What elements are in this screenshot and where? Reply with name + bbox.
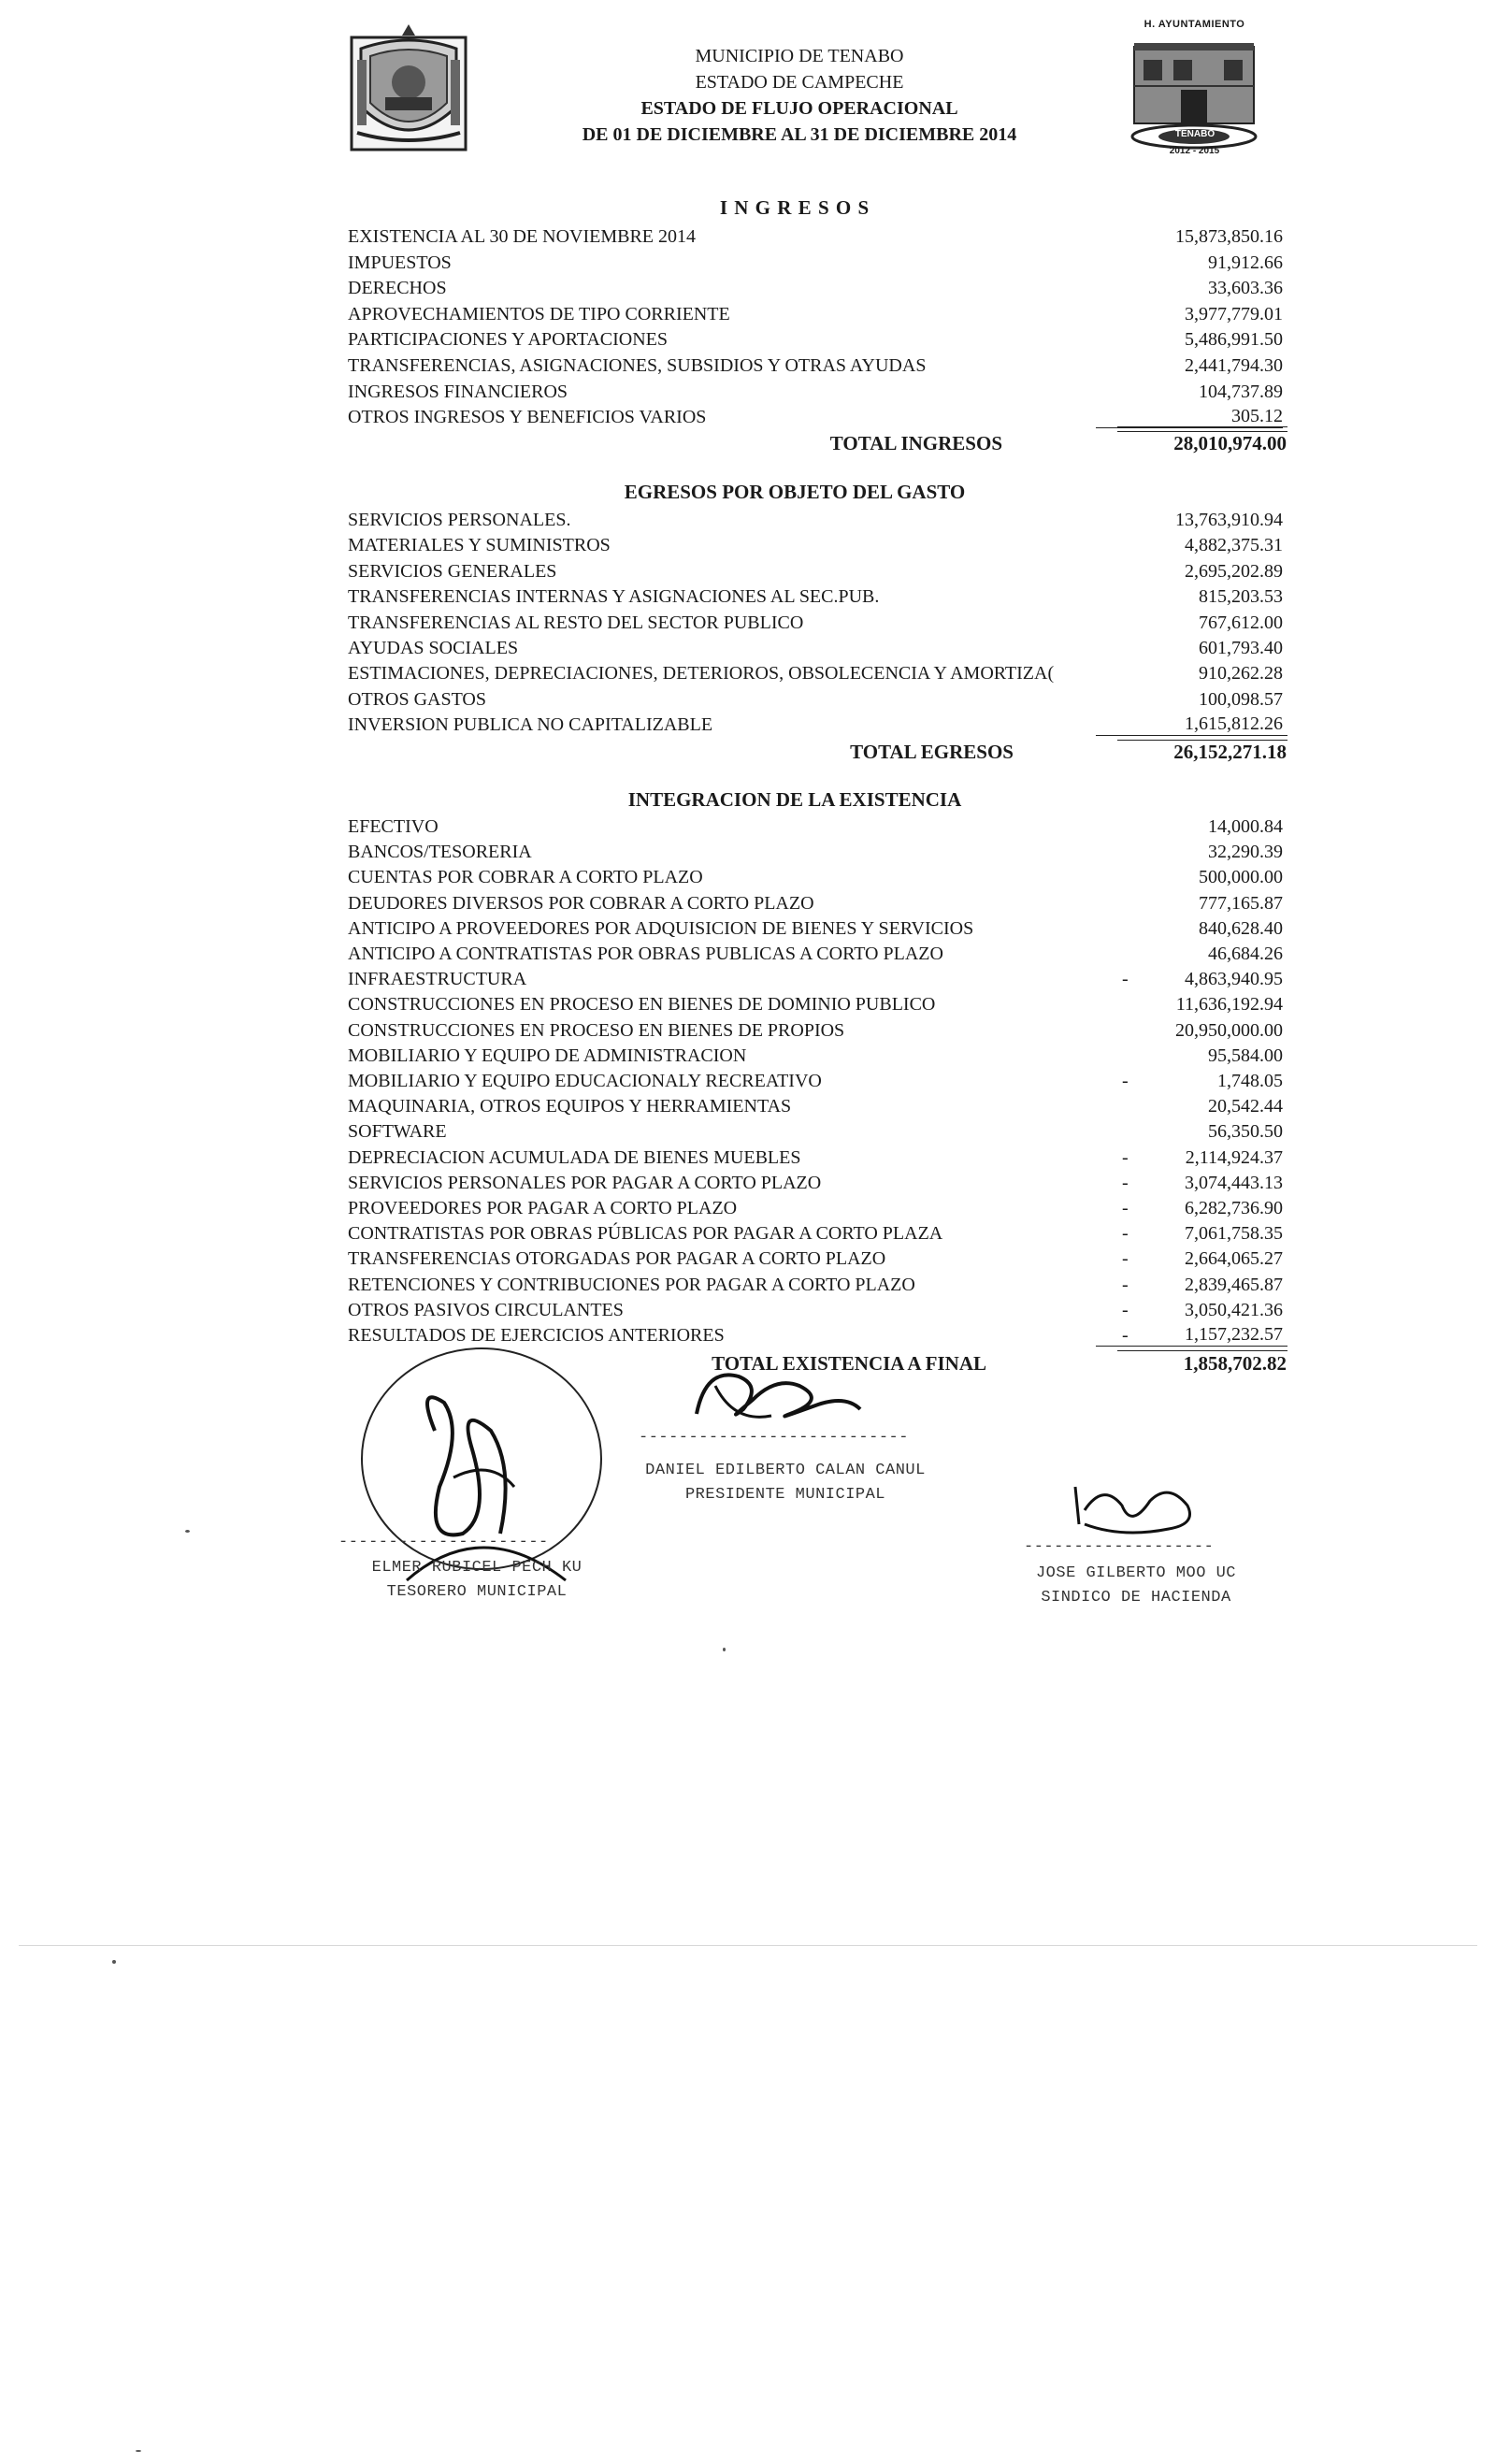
egresos-row-label: TRANSFERENCIAS INTERNAS Y ASIGNACIONES AL SEC.PUB.: [348, 586, 880, 608]
integracion-row-value: 14,000.84: [1208, 816, 1283, 837]
integracion-row-value: 46,684.26: [1208, 944, 1283, 964]
integracion-row-label: BANCOS/TESORERIA: [348, 842, 532, 863]
integracion-row-label: EFECTIVO: [348, 816, 439, 837]
presidente-name: DANIEL EDILBERTO CALAN CANUL: [645, 1462, 926, 1479]
ingresos-row-value: 5,486,991.50: [1185, 329, 1283, 351]
integracion-row-label: OTROS PASIVOS CIRCULANTES: [348, 1299, 624, 1320]
ingresos-row-label: DERECHOS: [348, 278, 447, 299]
tesorero-name: ELMER RUBICEL PECH KU: [371, 1559, 583, 1577]
egresos-row-value: 1,615,812.26: [1096, 713, 1283, 736]
integracion-row: [348, 840, 1283, 865]
integracion-row-label: CONSTRUCCIONES EN PROCESO EN BIENES DE DOMINIO PUBLICO: [348, 994, 936, 1016]
integracion-row: [348, 992, 1283, 1017]
egresos-row-label: MATERIALES Y SUMINISTROS: [348, 535, 611, 556]
integracion-row: [348, 1018, 1283, 1044]
integracion-row-value: 20,950,000.00: [1175, 1019, 1283, 1041]
egresos-row: [348, 687, 1283, 713]
state-name: ESTADO DE CAMPECHE: [695, 72, 904, 93]
egresos-row-value: 767,612.00: [1199, 612, 1283, 633]
integracion-row: [348, 1221, 1283, 1246]
integracion-row-label: DEPRECIACION ACUMULADA DE BIENES MUEBLES: [348, 1146, 801, 1168]
egresos-total-value: 26,152,271.18: [1173, 741, 1287, 763]
integracion-row: [348, 1171, 1283, 1196]
integracion-row-sign: -: [1122, 969, 1129, 990]
egresos-row-value: 815,203.53: [1199, 586, 1283, 608]
egresos-row-label: INVERSION PUBLICA NO CAPITALIZABLE: [348, 714, 713, 736]
integracion-row-value: 11,636,192.94: [1175, 994, 1283, 1016]
integracion-row-sign: -: [1122, 1146, 1129, 1168]
integracion-row: [348, 1146, 1283, 1171]
ingresos-row-value: 2,441,794.30: [1185, 355, 1283, 376]
egresos-total-row: [640, 738, 1287, 766]
egresos-row: [348, 611, 1283, 636]
integracion-row-value: 20,542.44: [1208, 1096, 1283, 1117]
integracion-row: [348, 967, 1283, 992]
seal-name: TENABO: [1174, 129, 1216, 139]
scan-speck: [185, 1530, 190, 1533]
integracion-total-value: 1,858,702.82: [1183, 1352, 1287, 1375]
ingresos-row-value: 104,737.89: [1199, 381, 1283, 402]
scan-edge-line: [19, 1945, 1477, 1946]
integracion-row-value: 95,584.00: [1208, 1045, 1283, 1066]
integracion-row-value: 1,157,232.57: [1096, 1323, 1283, 1347]
integracion-row: [348, 1069, 1283, 1094]
integracion-row: [348, 1273, 1283, 1298]
integracion-row-label: SOFTWARE: [348, 1121, 447, 1143]
integracion-row: [348, 865, 1283, 890]
egresos-row: [348, 533, 1283, 558]
sindico-title: SINDICO DE HACIENDA: [1041, 1589, 1231, 1607]
ingresos-row: [348, 276, 1283, 301]
presidente-title: PRESIDENTE MUNICIPAL: [684, 1486, 886, 1504]
egresos-title: EGRESOS POR OBJETO DEL GASTO: [624, 481, 966, 503]
ingresos-row-value: 33,603.36: [1208, 278, 1283, 299]
integracion-row-value: 56,350.50: [1208, 1121, 1283, 1143]
integracion-row-label: MOBILIARIO Y EQUIPO EDUCACIONALY RECREATIVO: [348, 1071, 822, 1091]
integracion-row-label: MOBILIARIO Y EQUIPO DE ADMINISTRACION: [348, 1045, 747, 1066]
ingresos-row-label: APROVECHAMIENTOS DE TIPO CORRIENTE: [348, 303, 730, 324]
integracion-row-value: 500,000.00: [1199, 867, 1283, 888]
integracion-row-label: RETENCIONES Y CONTRIBUCIONES POR PAGAR A CORTO PLAZO: [348, 1274, 915, 1295]
integracion-row-label: MAQUINARIA, OTROS EQUIPOS Y HERRAMIENTAS: [348, 1096, 792, 1117]
integracion-row-sign: -: [1122, 1274, 1129, 1295]
egresos-row-value: 100,098.57: [1199, 688, 1283, 710]
ingresos-row-label: IMPUESTOS: [348, 252, 452, 273]
integracion-row-value: 6,282,736.90: [1185, 1198, 1283, 1218]
report-period: DE 01 DE DICIEMBRE AL 31 DE DICIEMBRE 2014: [582, 124, 1017, 145]
municipality-name: MUNICIPIO DE TENABO: [695, 46, 904, 66]
integracion-row-label: TRANSFERENCIAS OTORGADAS POR PAGAR A CORTO PLAZO: [348, 1248, 886, 1270]
ingresos-row-label: OTROS INGRESOS Y BENEFICIOS VARIOS: [348, 407, 707, 428]
ingresos-row: [348, 353, 1283, 379]
ingresos-row: [348, 251, 1283, 276]
integracion-row-label: CONTRATISTAS POR OBRAS PÚBLICAS POR PAGAR A CORTO PLAZA: [348, 1223, 943, 1245]
ingresos-row-value: 305.12: [1096, 405, 1283, 428]
integracion-row-value: 840,628.40: [1199, 917, 1283, 939]
ingresos-row-value: 3,977,779.01: [1185, 303, 1283, 324]
ingresos-row: [348, 327, 1283, 353]
egresos-row-label: ESTIMACIONES, DEPRECIACIONES, DETERIOROS, OBSOLECENCIA Y AMORTIZA(: [348, 663, 1055, 684]
integracion-row: [348, 891, 1283, 916]
sindico-name: JOSE GILBERTO MOO UC: [1035, 1564, 1237, 1582]
integracion-row-value: 3,074,443.13: [1185, 1172, 1283, 1193]
integracion-row: [348, 814, 1283, 840]
scan-speck: [723, 1648, 726, 1651]
egresos-row-value: 13,763,910.94: [1175, 510, 1283, 530]
egresos-row-value: 601,793.40: [1199, 638, 1283, 658]
integracion-row: [348, 1246, 1283, 1272]
ayuntamiento-seal-logo: [1127, 19, 1262, 159]
egresos-row-label: TRANSFERENCIAS AL RESTO DEL SECTOR PUBLICO: [348, 612, 804, 633]
egresos-row: [348, 508, 1283, 533]
integracion-row-value: 2,839,465.87: [1185, 1274, 1283, 1295]
integracion-total-label: TOTAL EXISTENCIA A FINAL: [712, 1352, 986, 1375]
ingresos-row-value: 91,912.66: [1208, 252, 1283, 273]
integracion-row-label: CUENTAS POR COBRAR A CORTO PLAZO: [348, 867, 703, 888]
egresos-row: [348, 661, 1283, 686]
presidente-signature-line: ---------------------------: [639, 1429, 909, 1447]
integracion-row-value: 2,114,924.37: [1185, 1146, 1283, 1168]
integracion-row: [348, 1119, 1283, 1145]
egresos-row-value: 2,695,202.89: [1185, 560, 1283, 582]
ingresos-title: I N G R E S O S: [719, 196, 870, 219]
integracion-row-value: 4,863,940.95: [1185, 969, 1283, 990]
integracion-row-sign: -: [1122, 1223, 1129, 1245]
scan-speck: [136, 2450, 141, 2452]
integracion-row: [348, 942, 1283, 967]
presidente-signature-image: [687, 1358, 865, 1433]
egresos-row-label: SERVICIOS PERSONALES.: [348, 510, 571, 530]
sindico-signature-line: -------------------: [1024, 1538, 1215, 1556]
egresos-row: [348, 636, 1283, 661]
integracion-row-sign: -: [1122, 1071, 1129, 1091]
integracion-row-label: SERVICIOS PERSONALES POR PAGAR A CORTO PLAZO: [348, 1172, 822, 1193]
egresos-row-label: OTROS GASTOS: [348, 688, 486, 710]
integracion-row-label: PROVEEDORES POR PAGAR A CORTO PLAZO: [348, 1198, 738, 1218]
integracion-row-value: 7,061,758.35: [1185, 1223, 1283, 1245]
integracion-row-label: CONSTRUCCIONES EN PROCESO EN BIENES DE PROPIOS: [348, 1019, 845, 1041]
ingresos-total-value: 28,010,974.00: [1173, 432, 1287, 454]
integracion-row: [348, 1323, 1283, 1348]
ingresos-row-label: PARTICIPACIONES Y APORTACIONES: [348, 329, 668, 351]
egresos-row-value: 910,262.28: [1199, 663, 1283, 684]
integracion-row-value: 32,290.39: [1208, 842, 1283, 863]
tesorero-signature-line: ---------------------: [338, 1534, 549, 1551]
tesorero-signature-image: [351, 1347, 612, 1590]
integracion-row-label: ANTICIPO A PROVEEDORES POR ADQUISICION DE BIENES Y SERVICIOS: [348, 917, 974, 939]
report-title: ESTADO DE FLUJO OPERACIONAL: [640, 98, 958, 119]
scan-speck: [112, 1960, 116, 1964]
integracion-row-value: 2,664,065.27: [1185, 1248, 1283, 1270]
ingresos-row: [348, 380, 1283, 405]
integracion-row-label: RESULTADOS DE EJERCICIOS ANTERIORES: [348, 1325, 725, 1346]
egresos-row-value: 4,882,375.31: [1185, 535, 1283, 556]
ingresos-row-label: INGRESOS FINANCIEROS: [348, 381, 568, 402]
integracion-row-sign: -: [1122, 1325, 1129, 1346]
integracion-row: [348, 1298, 1283, 1323]
egresos-row-label: SERVICIOS GENERALES: [348, 560, 557, 582]
integracion-row-sign: -: [1122, 1172, 1129, 1193]
sindico-signature-image: [1066, 1477, 1206, 1543]
egresos-row: [348, 584, 1283, 610]
egresos-row-label: AYUDAS SOCIALES: [348, 638, 519, 658]
integracion-row: [348, 916, 1283, 942]
integracion-row-label: DEUDORES DIVERSOS POR COBRAR A CORTO PLAZO: [348, 892, 814, 914]
integracion-row: [348, 1094, 1283, 1119]
ingresos-total-label: TOTAL INGRESOS: [829, 432, 1002, 454]
integracion-row-value: 1,748.05: [1217, 1071, 1283, 1091]
egresos-total-label: TOTAL EGRESOS: [850, 741, 1014, 763]
integracion-row-sign: -: [1122, 1198, 1129, 1218]
integracion-row: [348, 1044, 1283, 1069]
integracion-title: INTEGRACION DE LA EXISTENCIA: [627, 788, 962, 811]
integracion-row-sign: -: [1122, 1299, 1129, 1320]
integracion-row-value: 3,050,421.36: [1185, 1299, 1283, 1320]
municipal-coat-of-arms-logo: [348, 22, 469, 153]
seal-years: 2012 - 2015: [1169, 146, 1220, 156]
integracion-row-value: 777,165.87: [1199, 892, 1283, 914]
integracion-row-label: INFRAESTRUCTURA: [348, 969, 527, 990]
seal-label: H. AYUNTAMIENTO: [1144, 19, 1245, 30]
integracion-row-sign: -: [1122, 1248, 1129, 1270]
integracion-row-label: ANTICIPO A CONTRATISTAS POR OBRAS PUBLICAS A CORTO PLAZO: [348, 944, 943, 964]
ingresos-row-value: 15,873,850.16: [1175, 226, 1283, 247]
ingresos-total-row: [628, 429, 1287, 457]
ingresos-row-label: TRANSFERENCIAS, ASIGNACIONES, SUBSIDIOS Y OTRAS AYUDAS: [348, 355, 927, 376]
ingresos-row: [348, 302, 1283, 327]
tesorero-title: TESORERO MUNICIPAL: [386, 1583, 568, 1601]
integracion-row: [348, 1196, 1283, 1221]
ingresos-row: [348, 224, 1283, 250]
egresos-row: [348, 559, 1283, 584]
ingresos-row-label: EXISTENCIA AL 30 DE NOVIEMBRE 2014: [348, 226, 697, 247]
